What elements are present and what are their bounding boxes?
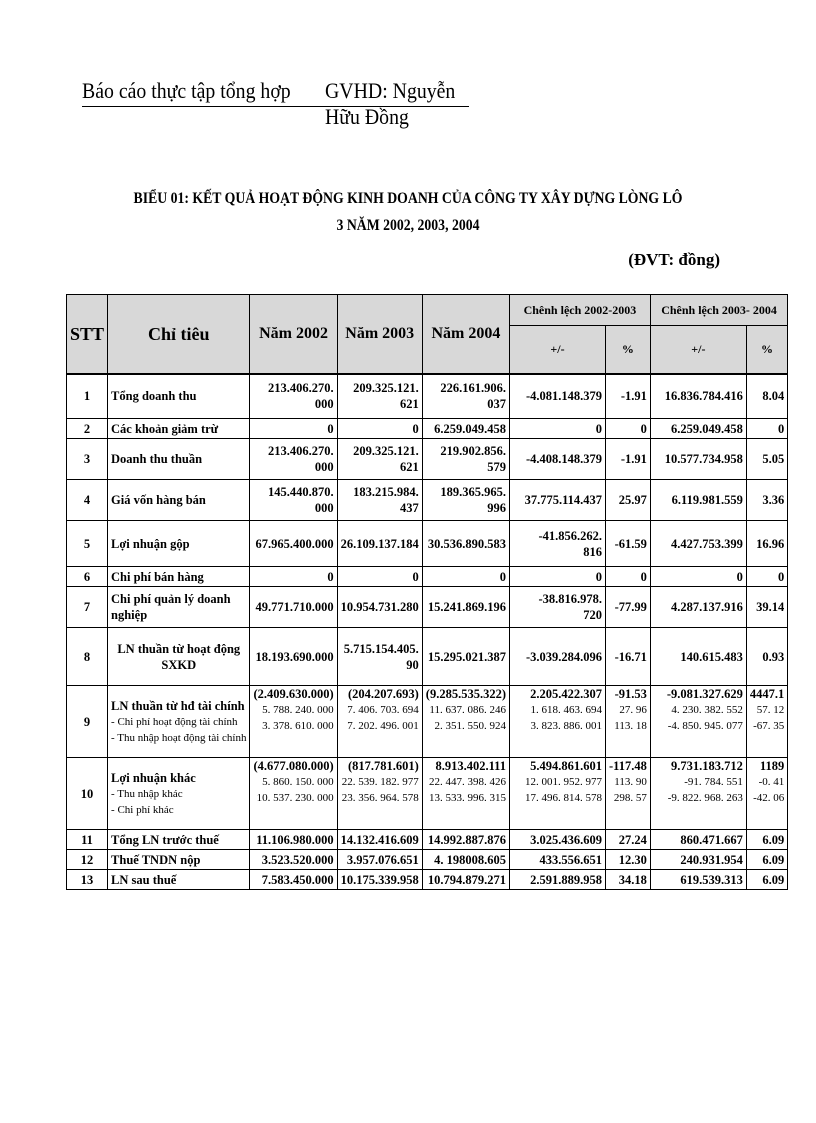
sub-value: 17. 496. 814. 578 bbox=[525, 792, 602, 804]
cell-d2: 619.539.313 bbox=[650, 870, 746, 890]
cell-d2: 140.615.483 bbox=[650, 628, 746, 686]
cell-d2: 860.471.667 bbox=[650, 830, 746, 850]
cell-p1: 34.18 bbox=[606, 870, 651, 890]
sub-row-label: - Thu nhập hoạt động tài chính bbox=[111, 731, 247, 744]
cell-chi-tieu: Chi phí bán hàng bbox=[108, 567, 250, 587]
cell-y2003: 209.325.121. 621 bbox=[337, 439, 422, 480]
cell-chi-tieu: Thuế TNDN nộp bbox=[108, 850, 250, 870]
value: (9.285.535.322) bbox=[425, 687, 506, 701]
sub-value: -0. 41 bbox=[758, 776, 785, 788]
cell-y2003: 10.954.731.280 bbox=[337, 587, 422, 628]
cell-d1: 0 bbox=[510, 567, 606, 587]
value: 9.731.183.712 bbox=[670, 759, 743, 773]
table-row bbox=[67, 374, 788, 419]
sub-value: 1. 618. 463. 694 bbox=[530, 704, 602, 716]
sub-value: 113. 18 bbox=[614, 720, 647, 732]
cell-stt: 10 bbox=[67, 758, 108, 830]
unit-label: (ĐVT: đồng) bbox=[628, 250, 720, 269]
cell-d2: 4.427.753.399 bbox=[650, 521, 746, 567]
sub-value: 10. 537. 230. 000 bbox=[256, 792, 334, 804]
sub-value: 11. 637. 086. 246 bbox=[429, 704, 506, 716]
cell-y2004: 0 bbox=[422, 567, 509, 587]
cell-y2002: 145.440.870. 000 bbox=[250, 480, 337, 521]
sub-value: 7. 202. 496. 001 bbox=[347, 720, 419, 732]
sub-value: -9. 822. 968. 263 bbox=[667, 792, 743, 804]
cell-y2002: 49.771.710.000 bbox=[250, 587, 337, 628]
header-chi-tieu: Chỉ tiêu bbox=[108, 295, 250, 374]
cell-p1 bbox=[606, 758, 651, 830]
sub-value: 5. 860. 150. 000 bbox=[262, 776, 334, 788]
cell-y2004: 6.259.049.458 bbox=[422, 419, 509, 439]
row-label: Lợi nhuận khác bbox=[111, 770, 196, 785]
cell-chi-tieu bbox=[108, 758, 250, 830]
cell-p1: -77.99 bbox=[606, 587, 651, 628]
value: 8.913.402.111 bbox=[435, 759, 506, 773]
cell-chi-tieu: Doanh thu thuần bbox=[108, 439, 250, 480]
value: 4447.1 bbox=[749, 687, 785, 701]
cell-d1: -4.408.148.379 bbox=[510, 439, 606, 480]
header-pct-1: % bbox=[606, 326, 651, 374]
page-header bbox=[82, 74, 469, 129]
table-row bbox=[67, 758, 788, 830]
cell-d1: -3.039.284.096 bbox=[510, 628, 606, 686]
value: (2.409.630.000) bbox=[253, 687, 334, 701]
table-row bbox=[67, 567, 788, 587]
cell-chi-tieu: Chi phí quản lý doanh nghiệp bbox=[108, 587, 250, 628]
cell-y2002: 3.523.520.000 bbox=[250, 850, 337, 870]
header-diff-2002-2003: Chênh lệch 2002-2003 bbox=[510, 295, 651, 326]
cell-p1: 0 bbox=[606, 419, 651, 439]
cell-d1: 2.591.889.958 bbox=[510, 870, 606, 890]
value: (4.677.080.000) bbox=[253, 759, 334, 773]
cell-y2004: 4. 198008.605 bbox=[422, 850, 509, 870]
sub-value: 23. 356. 964. 578 bbox=[341, 792, 419, 804]
header-2004: Năm 2004 bbox=[422, 295, 509, 374]
cell-chi-tieu: Tổng doanh thu bbox=[108, 374, 250, 419]
header-2003: Năm 2003 bbox=[337, 295, 422, 374]
cell-y2002 bbox=[250, 686, 337, 758]
value: -117.48 bbox=[609, 759, 647, 773]
value: -91.53 bbox=[614, 687, 647, 701]
cell-d1 bbox=[510, 686, 606, 758]
cell-p1: -16.71 bbox=[606, 628, 651, 686]
cell-y2002 bbox=[250, 758, 337, 830]
sub-value: 22. 539. 182. 977 bbox=[341, 776, 419, 788]
sub-value: 2. 351. 550. 924 bbox=[434, 720, 506, 732]
cell-y2004: 15.241.869.196 bbox=[422, 587, 509, 628]
cell-y2003: 10.175.339.958 bbox=[337, 870, 422, 890]
header-diff-2003-2004: Chênh lệch 2003- 2004 bbox=[650, 295, 787, 326]
value: 1189 bbox=[759, 759, 785, 773]
cell-y2004 bbox=[422, 686, 509, 758]
sub-value: 22. 447. 398. 426 bbox=[429, 776, 506, 788]
header-pm-1: +/- bbox=[510, 326, 606, 374]
sub-value: 12. 001. 952. 977 bbox=[525, 776, 602, 788]
cell-y2002: 11.106.980.000 bbox=[250, 830, 337, 850]
cell-y2003: 26.109.137.184 bbox=[337, 521, 422, 567]
value: (204.207.693) bbox=[347, 687, 419, 701]
cell-p1: -1.91 bbox=[606, 374, 651, 419]
cell-d1: 433.556.651 bbox=[510, 850, 606, 870]
sub-value: -4. 850. 945. 077 bbox=[667, 720, 743, 732]
cell-p1: 27.24 bbox=[606, 830, 651, 850]
cell-y2003 bbox=[337, 758, 422, 830]
cell-p1: -1.91 bbox=[606, 439, 651, 480]
cell-d1: -38.816.978. 720 bbox=[510, 587, 606, 628]
cell-chi-tieu: LN sau thuế bbox=[108, 870, 250, 890]
sub-value: 113. 90 bbox=[614, 776, 647, 788]
cell-d2: 6.259.049.458 bbox=[650, 419, 746, 439]
cell-chi-tieu: Tổng LN trước thuế bbox=[108, 830, 250, 850]
cell-stt: 8 bbox=[67, 628, 108, 686]
report-title: Báo cáo thực tập tổng hợp bbox=[82, 78, 291, 103]
cell-y2003: 183.215.984. 437 bbox=[337, 480, 422, 521]
table-row bbox=[67, 870, 788, 890]
cell-stt: 1 bbox=[67, 374, 108, 419]
sub-row-label: - Thu nhập khác bbox=[111, 787, 183, 800]
cell-y2004: 226.161.906. 037 bbox=[422, 374, 509, 419]
cell-y2004: 15.295.021.387 bbox=[422, 628, 509, 686]
cell-y2002: 213.406.270. 000 bbox=[250, 439, 337, 480]
cell-d2: 10.577.734.958 bbox=[650, 439, 746, 480]
cell-stt: 13 bbox=[67, 870, 108, 890]
cell-p1: 12.30 bbox=[606, 850, 651, 870]
cell-stt: 3 bbox=[67, 439, 108, 480]
table-row bbox=[67, 480, 788, 521]
cell-y2004 bbox=[422, 758, 509, 830]
sub-value: 13. 533. 996. 315 bbox=[429, 792, 506, 804]
results-table bbox=[66, 294, 788, 890]
cell-y2004: 189.365.965. 996 bbox=[422, 480, 509, 521]
sub-row-label: - Chi phí khác bbox=[111, 803, 174, 816]
cell-d2: 16.836.784.416 bbox=[650, 374, 746, 419]
cell-y2003: 0 bbox=[337, 419, 422, 439]
cell-y2003: 209.325.121. 621 bbox=[337, 374, 422, 419]
cell-y2002: 7.583.450.000 bbox=[250, 870, 337, 890]
value: (817.781.601) bbox=[347, 759, 419, 773]
cell-y2002: 18.193.690.000 bbox=[250, 628, 337, 686]
cell-p2: 16.96 bbox=[746, 521, 787, 567]
cell-d2: 6.119.981.559 bbox=[650, 480, 746, 521]
table-row bbox=[67, 686, 788, 758]
advisor-name: GVHD: Nguyễn Hữu Đồng bbox=[325, 78, 456, 129]
cell-d1: -4.081.148.379 bbox=[510, 374, 606, 419]
sub-value: 57. 12 bbox=[756, 704, 785, 716]
cell-stt: 6 bbox=[67, 567, 108, 587]
cell-d2: 4.287.137.916 bbox=[650, 587, 746, 628]
cell-d2: 240.931.954 bbox=[650, 850, 746, 870]
cell-chi-tieu: Lợi nhuận gộp bbox=[108, 521, 250, 567]
cell-y2003: 0 bbox=[337, 567, 422, 587]
sub-value: 5. 788. 240. 000 bbox=[262, 704, 334, 716]
header-2002: Năm 2002 bbox=[250, 295, 337, 374]
sub-row-label: - Chi phí hoạt động tài chính bbox=[111, 715, 238, 728]
table-body bbox=[67, 374, 788, 890]
cell-p2: 39.14 bbox=[746, 587, 787, 628]
cell-y2004: 10.794.879.271 bbox=[422, 870, 509, 890]
cell-p1: 0 bbox=[606, 567, 651, 587]
cell-d1 bbox=[510, 758, 606, 830]
table-title: BIỂU 01: KẾT QUẢ HOẠT ĐỘNG KINH DOANH CỦA CÔNG TY XÂY DỰNG LÒNG LÔ bbox=[133, 190, 683, 207]
value: 5.494.861.601 bbox=[530, 759, 602, 773]
cell-p2: 0.93 bbox=[746, 628, 787, 686]
cell-chi-tieu: Các khoản giảm trừ bbox=[108, 419, 250, 439]
cell-p1: 25.97 bbox=[606, 480, 651, 521]
cell-y2003: 5.715.154.405. 90 bbox=[337, 628, 422, 686]
value: 2.205.422.307 bbox=[530, 687, 602, 701]
cell-stt: 2 bbox=[67, 419, 108, 439]
cell-p2: 0 bbox=[746, 567, 787, 587]
sub-value: 298. 57 bbox=[613, 792, 647, 804]
cell-p2: 8.04 bbox=[746, 374, 787, 419]
table-row bbox=[67, 521, 788, 567]
row-label: LN thuần từ hđ tài chính bbox=[111, 698, 245, 713]
cell-d1: 3.025.436.609 bbox=[510, 830, 606, 850]
sub-value: -91. 784. 551 bbox=[684, 776, 743, 788]
cell-d2 bbox=[650, 686, 746, 758]
cell-d1: 0 bbox=[510, 419, 606, 439]
sub-value: -42. 06 bbox=[753, 792, 785, 804]
cell-p2 bbox=[746, 758, 787, 830]
sub-value: -67. 35 bbox=[753, 720, 785, 732]
cell-p2: 3.36 bbox=[746, 480, 787, 521]
header-stt: STT bbox=[67, 295, 108, 374]
cell-stt: 9 bbox=[67, 686, 108, 758]
value: -9.081.327.629 bbox=[666, 687, 743, 701]
cell-y2003: 14.132.416.609 bbox=[337, 830, 422, 850]
table-row bbox=[67, 850, 788, 870]
cell-y2002: 0 bbox=[250, 419, 337, 439]
cell-y2002: 0 bbox=[250, 567, 337, 587]
header-pct-2: % bbox=[746, 326, 787, 374]
header-pm-2: +/- bbox=[650, 326, 746, 374]
cell-p2: 6.09 bbox=[746, 830, 787, 850]
sub-value: 3. 823. 886. 001 bbox=[530, 720, 602, 732]
table-row bbox=[67, 587, 788, 628]
cell-d2 bbox=[650, 758, 746, 830]
cell-chi-tieu bbox=[108, 686, 250, 758]
sub-value: 27. 96 bbox=[619, 704, 647, 716]
cell-stt: 4 bbox=[67, 480, 108, 521]
table-row bbox=[67, 419, 788, 439]
cell-y2004: 219.902.856. 579 bbox=[422, 439, 509, 480]
cell-y2002: 213.406.270. 000 bbox=[250, 374, 337, 419]
cell-p1 bbox=[606, 686, 651, 758]
cell-d1: -41.856.262. 816 bbox=[510, 521, 606, 567]
cell-stt: 12 bbox=[67, 850, 108, 870]
cell-y2002: 67.965.400.000 bbox=[250, 521, 337, 567]
cell-y2004: 14.992.887.876 bbox=[422, 830, 509, 850]
cell-chi-tieu: LN thuần từ hoạt động SXKD bbox=[108, 628, 250, 686]
cell-y2003: 3.957.076.651 bbox=[337, 850, 422, 870]
cell-p2: 5.05 bbox=[746, 439, 787, 480]
cell-chi-tieu: Giá vốn hàng bán bbox=[108, 480, 250, 521]
table-row bbox=[67, 439, 788, 480]
cell-d2: 0 bbox=[650, 567, 746, 587]
sub-value: 7. 406. 703. 694 bbox=[347, 704, 419, 716]
cell-p2: 6.09 bbox=[746, 870, 787, 890]
cell-p2: 0 bbox=[746, 419, 787, 439]
cell-p2: 6.09 bbox=[746, 850, 787, 870]
table-row bbox=[67, 830, 788, 850]
table-subtitle: 3 NĂM 2002, 2003, 2004 bbox=[336, 217, 480, 234]
cell-stt: 7 bbox=[67, 587, 108, 628]
sub-value: 3. 378. 610. 000 bbox=[262, 720, 334, 732]
cell-y2003 bbox=[337, 686, 422, 758]
table-row bbox=[67, 628, 788, 686]
cell-stt: 5 bbox=[67, 521, 108, 567]
cell-stt: 11 bbox=[67, 830, 108, 850]
cell-p2 bbox=[746, 686, 787, 758]
cell-y2004: 30.536.890.583 bbox=[422, 521, 509, 567]
cell-d1: 37.775.114.437 bbox=[510, 480, 606, 521]
sub-value: 4. 230. 382. 552 bbox=[671, 704, 743, 716]
cell-p1: -61.59 bbox=[606, 521, 651, 567]
